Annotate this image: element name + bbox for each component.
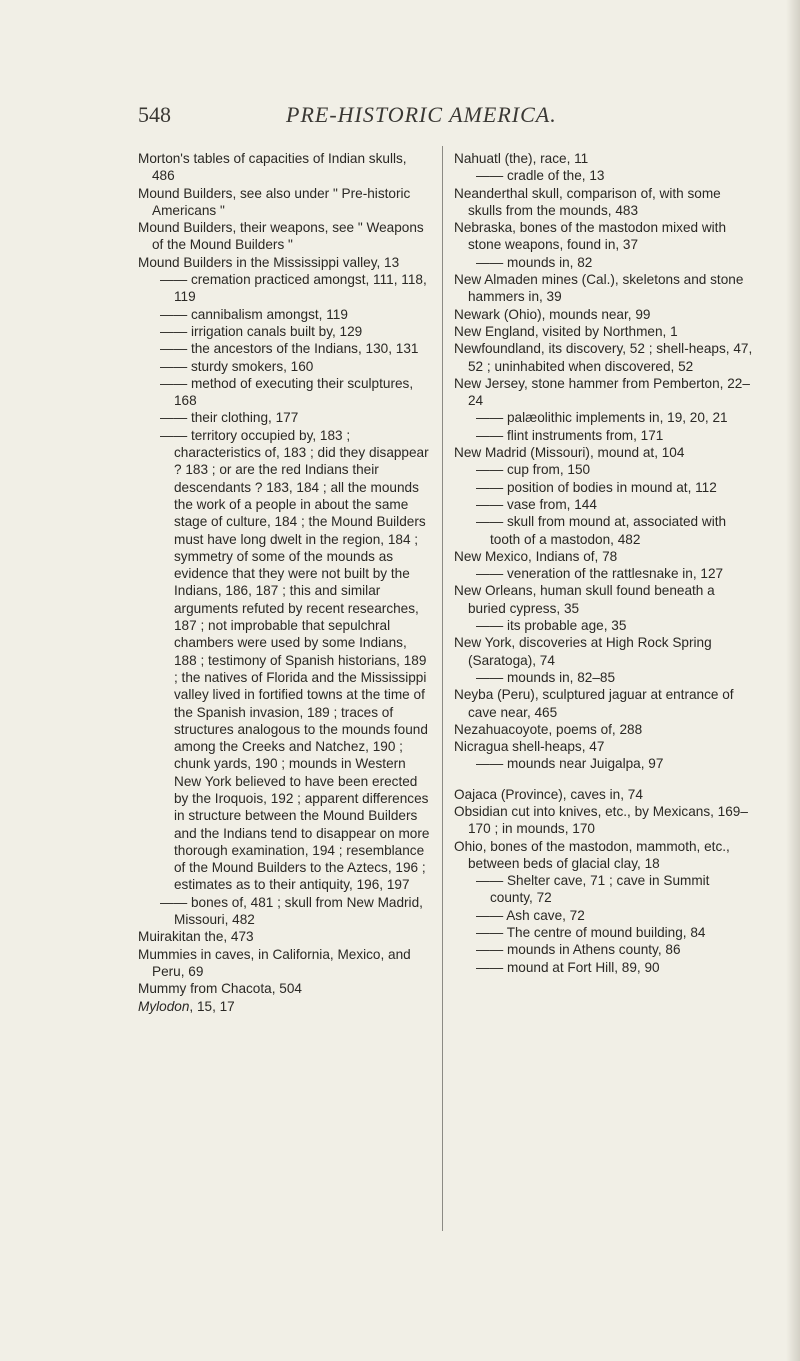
- entry-text: , 15, 17: [189, 998, 235, 1014]
- page-edge-shadow: [786, 0, 800, 1361]
- index-subentry: —— skull from mound at, associated with tooth of a mastodon, 482: [476, 514, 727, 547]
- index-entry: Nicragua shell-heaps, 47: [454, 739, 605, 755]
- index-entry: New York, discoveries at High Rock Spring (Saratoga), 74: [454, 635, 712, 668]
- index-subentry: —— Shelter cave, 71 ; cave in Summit county, 72: [476, 873, 710, 906]
- column-divider: [442, 146, 443, 1231]
- index-subentry: —— veneration of the rattlesnake in, 127: [476, 566, 724, 582]
- index-subentry: —— irrigation canals built by, 129: [160, 323, 363, 339]
- running-title: PRE-HISTORIC AMERICA.: [286, 102, 557, 127]
- index-subentry: —— their clothing, 177: [160, 410, 299, 426]
- index-entry: Obsidian cut into knives, etc., by Mexicans, 169–170 ; in mounds, 170: [454, 803, 748, 837]
- index-entry: Nahuatl (the), race, 11: [454, 151, 589, 166]
- page-number: 548: [138, 102, 171, 127]
- index-subentry: —— method of executing their sculptures, 168: [160, 375, 414, 409]
- index-entry: [138, 998, 430, 1015]
- index-entry: New England, visited by Northmen, 1: [454, 323, 678, 339]
- index-subentry: —— cremation practiced amongst, 111, 118, 119: [160, 272, 427, 305]
- index-entry: New Mexico, Indians of, 78: [454, 548, 618, 564]
- index-entry: Neyba (Peru), sculptured jaguar at entrance of cave near, 465: [454, 687, 734, 720]
- index-subentry: —— mounds in, 82: [476, 254, 593, 270]
- index-entry: New Almaden mines (Cal.), skeletons and stone hammers in, 39: [454, 272, 744, 305]
- index-entry: New Madrid (Missouri), mound at, 104: [454, 445, 685, 461]
- index-column-left: [138, 150, 430, 1015]
- index-subentry: —— cannibalism amongst, 119: [160, 306, 348, 322]
- index-subentry: —— flint instruments from, 171: [476, 427, 664, 443]
- index-entry: Morton's tables of capacities of Indian skulls, 486: [138, 151, 407, 184]
- index-column-right: [454, 150, 754, 976]
- index-entry: Mummy from Chacota, 504: [138, 981, 302, 997]
- index-entry: Newfoundland, its discovery, 52 ; shell-heaps, 47, 52 ; uninhabited when discovered, 52: [454, 341, 753, 374]
- index-entry: Mound Builders, their weapons, see " Weapons of the Mound Builders ": [138, 220, 424, 253]
- index-entry: New Jersey, stone hammer from Pemberton, 22–24: [454, 375, 750, 409]
- index-subentry: —— palæolithic implements in, 19, 20, 21: [476, 410, 728, 426]
- index-subentry: —— bones of, 481 ; skull from New Madrid, Missouri, 482: [160, 894, 423, 928]
- index-subentry: —— its probable age, 35: [476, 618, 627, 634]
- index-entry: Mound Builders, see also under " Pre-historic Americans ": [138, 185, 411, 218]
- index-entry: Mummies in caves, in California, Mexico, and Peru, 69: [138, 946, 411, 979]
- italic-term: Mylodon: [138, 998, 190, 1014]
- index-subentry: —— vase from, 144: [476, 496, 597, 512]
- index-entry: Muirakitan the, 473: [138, 929, 254, 945]
- index-subentry: —— mounds in Athens county, 86: [476, 942, 681, 958]
- index-subentry: —— mounds near Juigalpa, 97: [476, 756, 664, 772]
- index-subentry: —— The centre of mound building, 84: [476, 925, 706, 941]
- index-entry: Nezahuacoyote, poems of, 288: [454, 721, 643, 737]
- index-entry: Newark (Ohio), mounds near, 99: [454, 306, 651, 322]
- index-entry: Ohio, bones of the mastodon, mammoth, etc., between beds of glacial clay, 18: [454, 838, 730, 871]
- index-subentry: —— position of bodies in mound at, 112: [476, 479, 717, 495]
- index-subentry: —— mound at Fort Hill, 89, 90: [476, 959, 660, 975]
- index-subentry: —— Ash cave, 72: [476, 907, 585, 923]
- index-subentry: —— sturdy smokers, 160: [160, 358, 314, 374]
- index-subentry: —— cup from, 150: [476, 462, 591, 478]
- index-entry: New Orleans, human skull found beneath a buried cypress, 35: [454, 583, 715, 616]
- index-entry: Mound Builders in the Mississippi valley, 13: [138, 254, 400, 270]
- index-subentry: —— mounds in, 82–85: [476, 669, 616, 685]
- index-subentry: —— the ancestors of the Indians, 130, 131: [160, 341, 419, 357]
- index-entry: Oajaca (Province), caves in, 74: [454, 786, 643, 802]
- index-subentry: —— territory occupied by, 183 ; characteristics of, 183 ; did they disappear ? 183 ; or are the red Indians their descendants ? 183, 184 ; all the mounds the work of a people in about the same stage of culture, 184 ; the Mound Builders must have long dwelt in the region, 184 ; symmetry of some of the mounds as evidence that they were not built by the Indians, 186, 187 ; this and similar arguments refuted by recent researches, 187 ; not improbable that sepulchral chambers were used by some Indians, 188 ; testimony of Spanish historians, 189 ; the natives of Florida and the Mississippi valley lived in fortified towns at the time of the Spanish invasion, 189 ; traces of structures analogous to the mounds found among the Creeks and Natchez, 190 ; chunk yards, 190 ; mounds in Western New York believed to have been erected by the Iroquois, 192 ; apparent differences in structure between the Mound Builders and the Indians tend to disappear on more thorough examination, 194 ; resemblance of the Mound Builders to the Aztecs, 196 ; estimates as to their antiquity, 196, 197: [160, 427, 430, 893]
- index-subentry: —— cradle of the, 13: [476, 168, 605, 184]
- index-entry: Nebraska, bones of the mastodon mixed with stone weapons, found in, 37: [454, 220, 727, 253]
- index-entry: Neanderthal skull, comparison of, with some skulls from the mounds, 483: [454, 185, 721, 218]
